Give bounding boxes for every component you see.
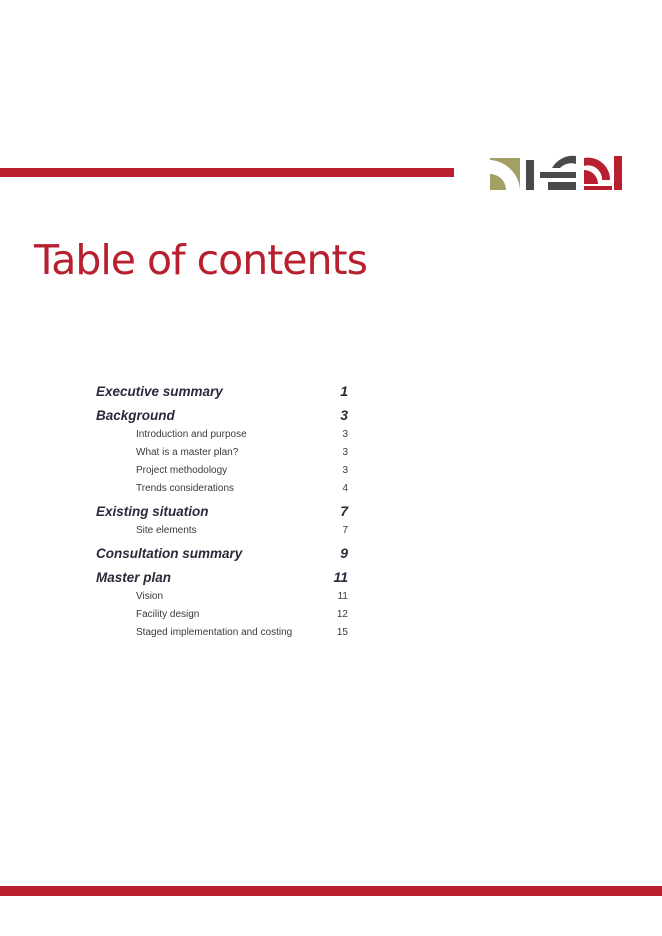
toc-entry-label: Facility design <box>136 609 200 620</box>
top-accent-bar <box>0 168 454 177</box>
toc-entry-label: What is a master plan? <box>136 447 239 458</box>
toc-page-number: 3 <box>342 465 348 476</box>
table-of-contents <box>96 380 348 642</box>
toc-subsection-entry[interactable] <box>96 588 348 606</box>
abstract-arcs-logo-icon <box>490 152 628 194</box>
toc-entry-label: Project methodology <box>136 465 228 476</box>
toc-page-number: 11 <box>337 591 348 602</box>
toc-page-number: 15 <box>336 627 348 638</box>
toc-page-number: 12 <box>336 609 348 620</box>
toc-entry-label: Existing situation <box>96 504 209 519</box>
toc-entry-label: Consultation summary <box>96 546 243 561</box>
toc-subsection-entry[interactable] <box>96 462 348 480</box>
toc-entry-label: Trends considerations <box>136 483 235 494</box>
page-title: Table of contents <box>34 236 367 284</box>
toc-subsection-entry[interactable] <box>96 426 348 444</box>
toc-subsection-entry[interactable] <box>96 606 348 624</box>
toc-entry-label: Introduction and purpose <box>136 429 247 440</box>
toc-page-number: 1 <box>340 383 348 399</box>
logo-gray-arc <box>552 156 576 168</box>
toc-subsection-entry[interactable] <box>96 444 348 462</box>
toc-entry-label: Master plan <box>96 570 172 585</box>
logo-gray-bar-3 <box>548 182 576 190</box>
toc-entry-label: Staged implementation and costing <box>136 627 293 638</box>
toc-subsection-entry[interactable] <box>96 624 348 642</box>
toc-page-number: 3 <box>342 447 348 458</box>
toc-section-entry[interactable] <box>96 542 348 564</box>
logo-gray-bar-2 <box>540 172 576 178</box>
toc-entry-label: Vision <box>136 591 164 602</box>
toc-page-number: 7 <box>342 525 348 536</box>
toc-section-entry[interactable] <box>96 404 348 426</box>
toc-section-entry[interactable] <box>96 380 348 402</box>
toc-section-entry[interactable] <box>96 500 348 522</box>
bottom-accent-bar <box>0 886 662 896</box>
toc-subsection-entry[interactable] <box>96 480 348 498</box>
toc-page-number: 9 <box>340 545 348 561</box>
toc-entry-label: Site elements <box>136 525 197 536</box>
toc-entry-label: Background <box>96 408 175 423</box>
logo-red-corner <box>584 170 598 184</box>
logo-olive-base <box>490 174 506 190</box>
toc-entry-label: Executive summary <box>96 384 223 399</box>
logo-gray-bar-1 <box>526 160 534 190</box>
toc-section-entry[interactable] <box>96 566 348 588</box>
toc-subsection-entry[interactable] <box>96 522 348 540</box>
toc-page-number: 7 <box>340 503 348 519</box>
toc-page-number: 11 <box>333 569 348 585</box>
toc-page-number: 4 <box>342 483 348 494</box>
logo-red-bar <box>614 156 622 190</box>
toc-page-number: 3 <box>342 429 348 440</box>
toc-page-number: 3 <box>340 407 348 423</box>
logo-red-base <box>584 186 612 190</box>
